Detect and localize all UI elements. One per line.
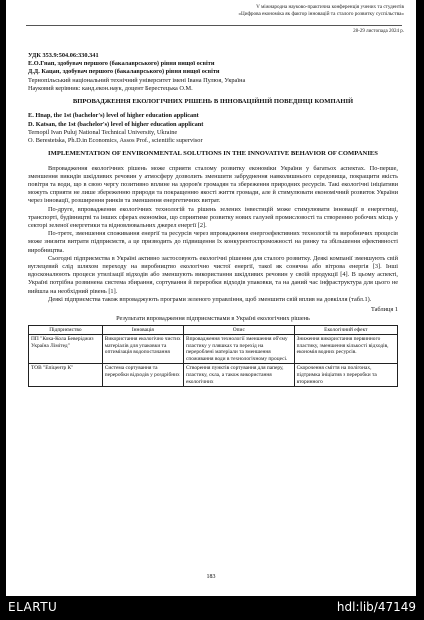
table-row — [29, 335, 398, 364]
header-divider — [26, 25, 402, 26]
title-ua: ВПРОВАДЖЕННЯ ЕКОЛОГІЧНИХ РІШЕНЬ В ІННОВАЦІЙНІЙ ПОВЕДІНЦІ КОМПАНІЙ — [72, 98, 354, 106]
table-cell: ТОВ "Епіцентр К" — [29, 364, 103, 387]
supervisor-ua: Науковий керівник: канд.екон.наук, доцент Берестецька О.М. — [28, 84, 193, 92]
author-ua-1: Е.О.Гнап, здобувач першого (бакалаврського) рівня вищої освіти — [28, 60, 215, 68]
supervisor-en: O. Berestetska, Ph.D.in Economics, Assos Prof., scientific supervisor — [28, 137, 203, 145]
table-cell: ПП "Кока-Кола Беверіджиз Україна Лімітед" — [29, 335, 103, 364]
table-caption: Результати впровадження підприємствами в Україні екологічних рішень — [116, 315, 310, 323]
table-cell: Створення пунктів сортування для паперу, пластику, скла, а також використання екологічних — [183, 364, 294, 387]
udc-code: УДК 353.9:504.06:330.341 — [28, 52, 99, 59]
document-page — [6, 0, 416, 596]
author-ua-2: Д.Д. Кацан, здобувач першого (бакалаврського) рівня вищої освіти — [28, 68, 220, 76]
repository-name: ELARTU — [8, 600, 58, 614]
table-label: Таблиця 1 — [370, 306, 398, 314]
title-en: IMPLEMENTATION OF ENVIRONMENTAL SOLUTIONS IN THE INNOVATIVE BEHAVIOR OF COMPANIES — [48, 150, 378, 158]
table-cell: Скорочення сміття на полігонах, підтримка ініціатив з переробки та вторинного — [294, 364, 397, 387]
paper-body — [28, 52, 398, 387]
table-cell: Система сортування та переробки відходів у роздрібних — [102, 364, 183, 387]
table-header-cell: Підприємство — [29, 325, 103, 335]
conference-header-line2: «Цифрова економіка як фактор інновацій та сталого розвитку суспільства» — [238, 10, 404, 17]
table-header-cell: Інновація — [102, 325, 183, 335]
handle-id: hdl:lib/47149 — [336, 600, 416, 614]
paragraph: Сьогодні підприємства в Україні активно застосовують екологічні рішення для сталого розвитку. Деякі компанії зменшують свій вуглецевий слід шляхом переходу на виробництво екологічно чистої енергії, такої як сонячна або вітрова енергія [3]. Інші вдосконалюють процеси утилізації відходів або зменшують використання шкідливих речовин у своїй продукції [4]. В цьому аспекті, Україні потрібна розвинена система збирання, сортування й переробки відходів упаковки, та на даний час інфраструктура для цього не вийшла на необхідний рівень [1]. — [28, 254, 398, 295]
conference-date: 28-29 листопада 2024 р. — [353, 29, 404, 34]
author-en-2: D. Katsan, the 1st (bachelor's) level of higher education applicant — [28, 120, 204, 128]
paragraph: По-третє, зменшення споживання енергії та ресурсів через впровадження енергоефективних технологій та виробничих процесів може знизити витрати підприємств, а це призводить до підвищення їх конкурентоспроможності на ринку та збільшення ефективності виробництва. — [28, 230, 398, 254]
results-table — [28, 325, 398, 388]
conference-header — [144, 4, 404, 34]
paragraph: По-друге, впровадження екологічних технологій та рішень зелених інвестицій може стимулювати інновації в енергетиці, транспорті, будівництві та інших сферах економіки, що сприятиме розвитку нових галузей промисловості та створенню робочих місць у секторі зеленої енергетики та відновлювальних джерел енергії [2]. — [28, 205, 398, 230]
paragraph: Впровадження екологічних рішень може сприяти сталому розвитку економіки України у багатьох аспектах. По-перше, зменшення викидів шкідливих речовин у атмосферу дозволить зменшити забруднення навколишнього середовища, покращити якість повітря та води, що в свою чергу позитивно вплине на здоров'я громадян та збереження природних ресурсів. Такі екологічні ініціативи можуть сприяти не лише збереженню природи та покращенню якості життя громади, але й стимулювати економічний розвиток України через інновації, розширення ринків та зменшення енергетичних витрат. — [28, 164, 398, 205]
table-cell: Зниження використання первинного пластику, зменшення кількості відходів, економія водних ресурсів. — [294, 335, 397, 364]
table-header-cell: Екологічний ефект — [294, 325, 397, 335]
table-row — [29, 364, 398, 387]
table-header-cell: Опис — [183, 325, 294, 335]
paragraph: Деякі підприємства також впроваджують програми зеленого управління, щоб зменшити свій вплив на довкілля (табл.1). — [48, 295, 372, 303]
table-header-row — [29, 325, 398, 335]
conference-header-line1: V міжнародна науково-практична конференція учених та студентів — [256, 4, 404, 10]
affiliation-en: Ternopil Ivan Puluj National Technical University, Ukraine — [28, 128, 178, 136]
author-en-1: E. Hnap, the 1st (bachelor's) level of higher education applicant — [28, 112, 199, 120]
affiliation-ua: Тернопільський національний технічний університет імені Івана Пулюя, Україна — [28, 76, 246, 84]
table-cell: Впровадження технології зменшення об'єму пластику у пляшках та перехід на перероблені матеріали та зменшення споживання води в технологічному процесі. — [183, 335, 294, 364]
page-number: 183 — [206, 574, 216, 580]
table-cell: Використання екологічно чистих матеріалів для упаковки та оптимізація водопостачання — [102, 335, 183, 364]
